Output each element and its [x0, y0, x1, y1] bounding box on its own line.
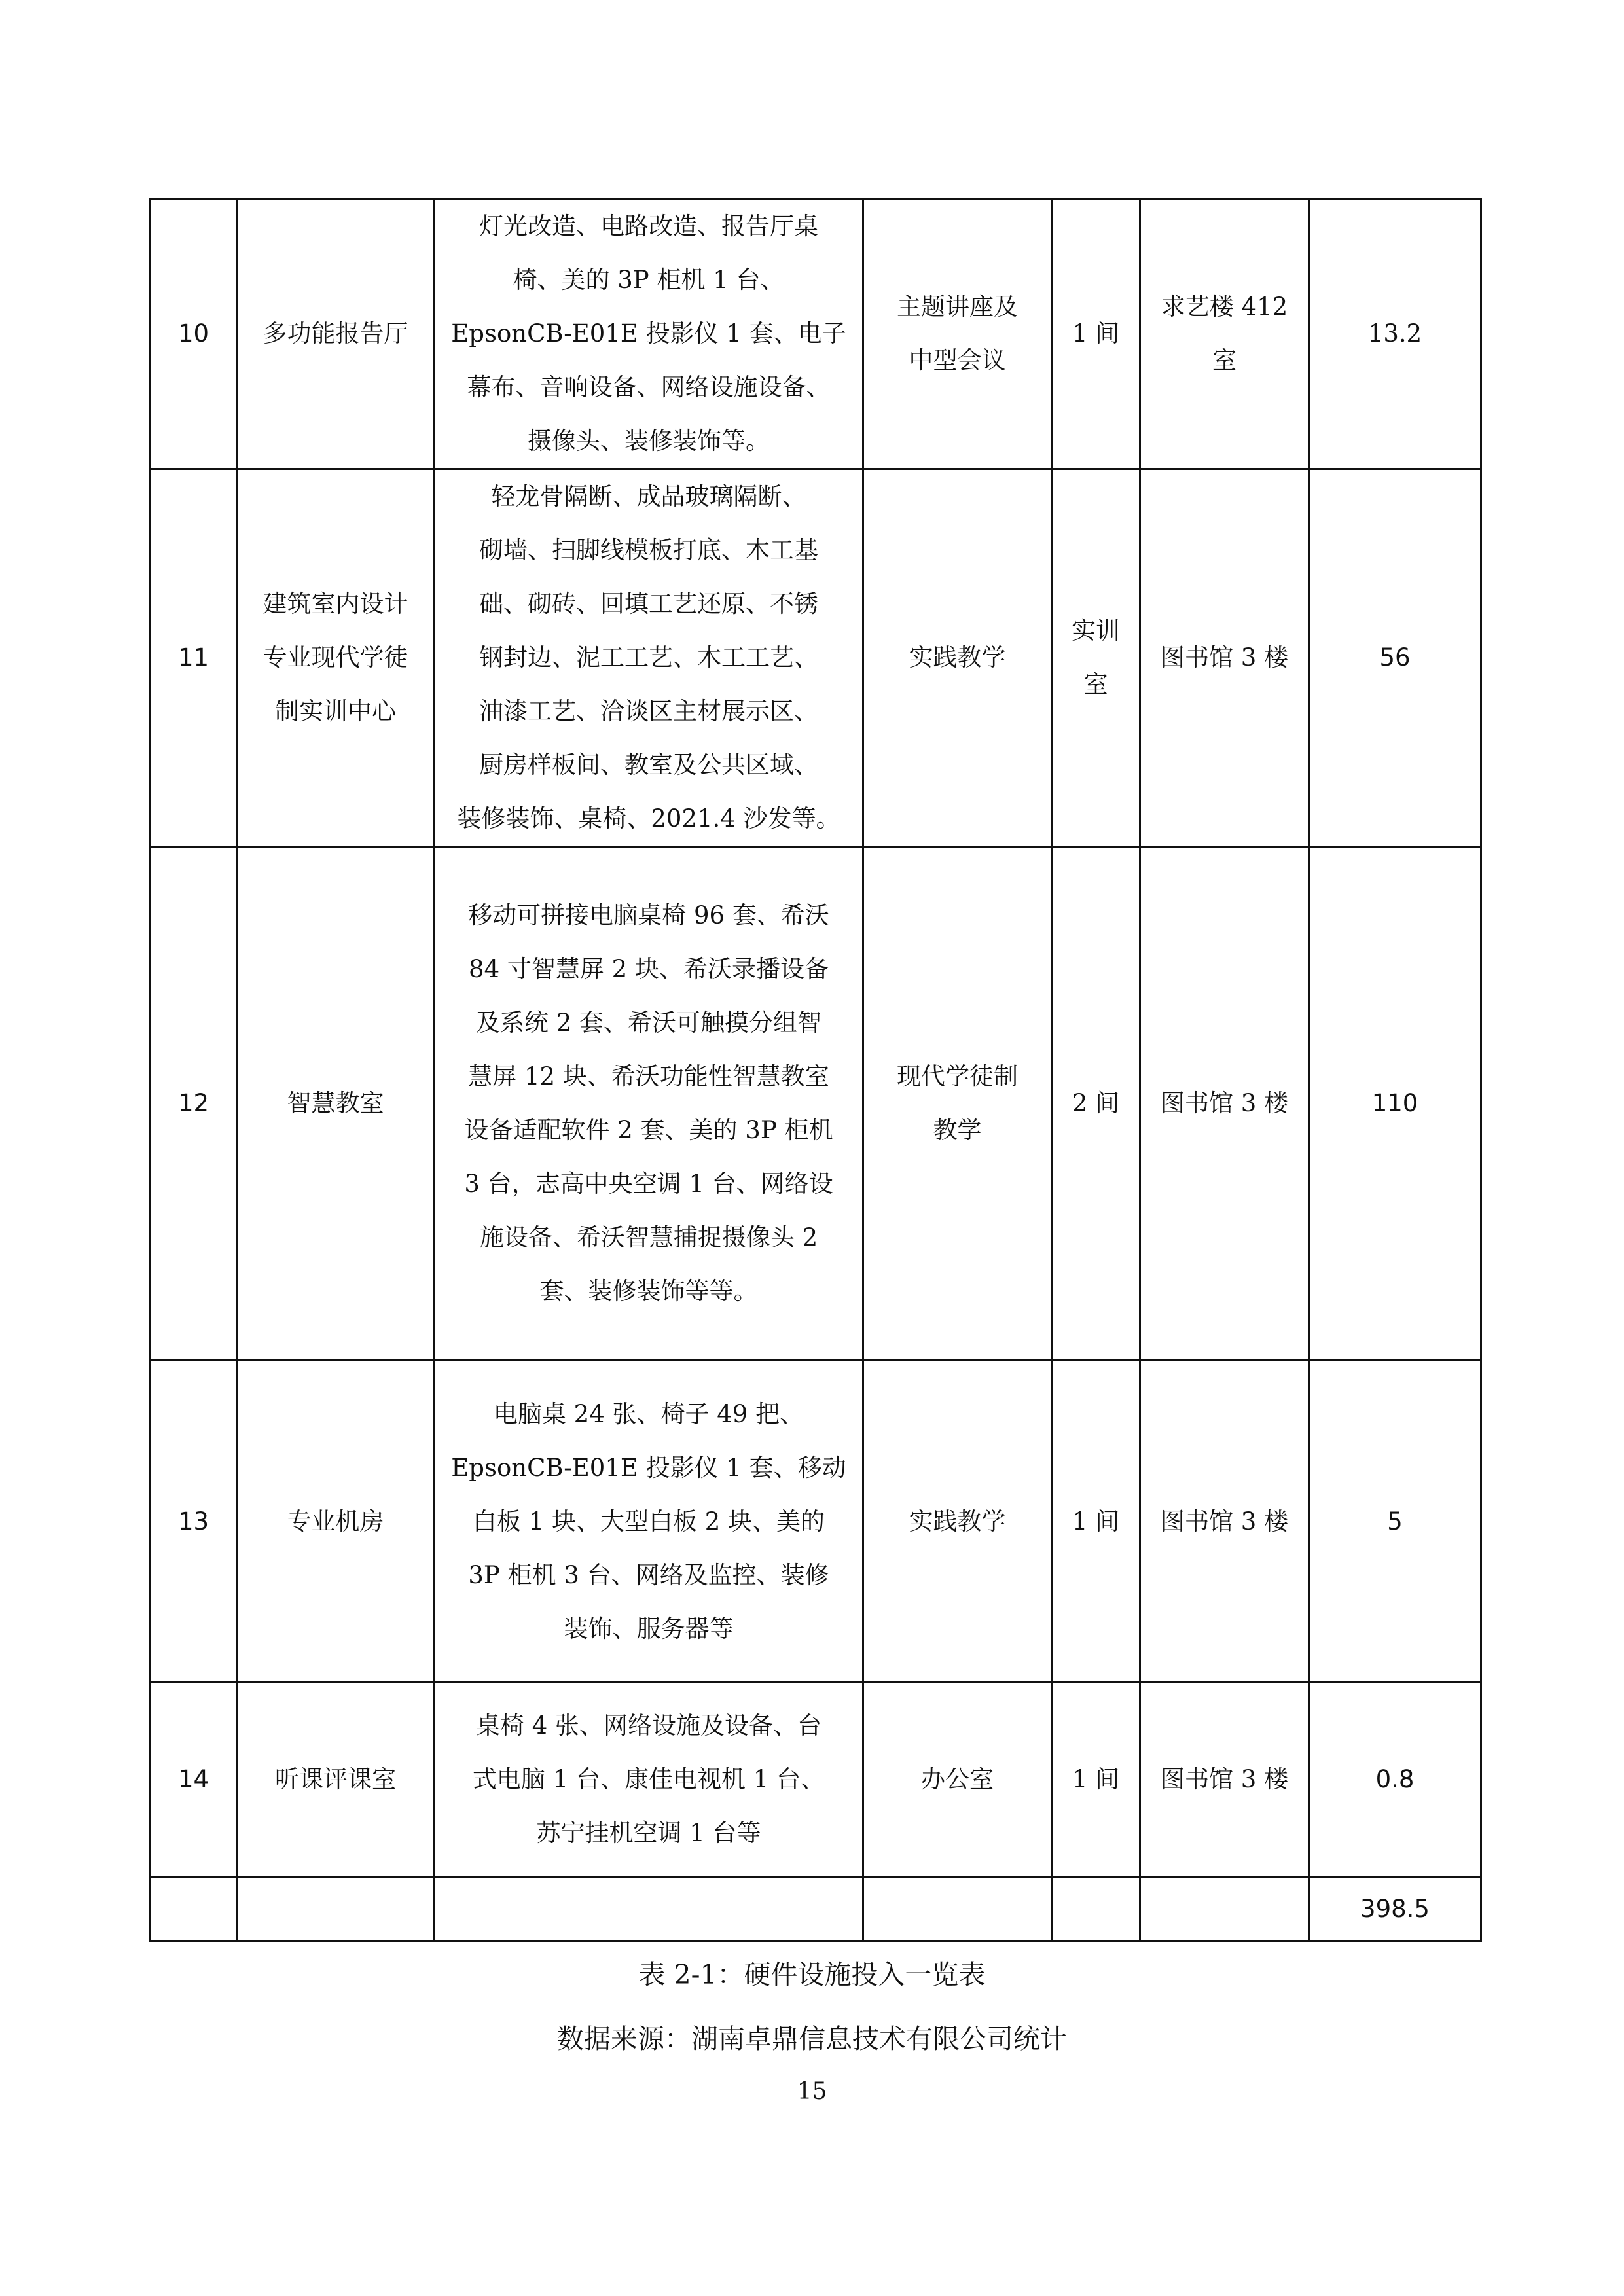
total-row [151, 1877, 1481, 1941]
investment-amount: 110 [1309, 847, 1481, 1361]
total-amount: 398.5 [1309, 1877, 1481, 1941]
investment-amount: 5 [1309, 1361, 1481, 1683]
facility-use: 实践教学 [863, 469, 1052, 847]
facility-name: 多功能报告厅 [237, 199, 435, 469]
empty-cell [151, 1877, 237, 1941]
table-row [151, 469, 1481, 847]
facility-use: 实践教学 [863, 1361, 1052, 1683]
facility-quantity: 实训 室 [1052, 469, 1140, 847]
facility-location: 图书馆 3 楼 [1140, 1361, 1309, 1683]
table-row [151, 199, 1481, 469]
facility-location: 求艺楼 412 室 [1140, 199, 1309, 469]
facility-description: 轻龙骨隔断、成品玻璃隔断、 砌墙、扫脚线模板打底、木工基 础、砌砖、回填工艺还原、不锈 钢封边、泥工工艺、木工工艺、 油漆工艺、洽谈区主材展示区、 厨房样板间、教室及公共区域、 装修装饰、桌椅、2021.4 沙发等。 [435, 469, 863, 847]
facility-location: 图书馆 3 楼 [1140, 469, 1309, 847]
facility-use: 现代学徒制 教学 [863, 847, 1052, 1361]
facility-description: 灯光改造、电路改造、报告厅桌 椅、美的 3P 柜机 1 台、 EpsonCB-E01E 投影仪 1 套、电子 幕布、音响设备、网络设施设备、 摄像头、装修装饰等。 [435, 199, 863, 469]
facility-name: 建筑室内设计 专业现代学徒 制实训中心 [237, 469, 435, 847]
row-number: 12 [151, 847, 237, 1361]
facility-use: 主题讲座及 中型会议 [863, 199, 1052, 469]
facility-quantity: 1 间 [1052, 1683, 1140, 1877]
empty-cell [1052, 1877, 1140, 1941]
investment-amount: 0.8 [1309, 1683, 1481, 1877]
page-number: 15 [797, 2078, 827, 2105]
empty-cell [237, 1877, 435, 1941]
facility-description: 桌椅 4 张、网络设施及设备、台 式电脑 1 台、康佳电视机 1 台、 苏宁挂机空调 1 台等 [435, 1683, 863, 1877]
table-row [151, 1683, 1481, 1877]
facility-location: 图书馆 3 楼 [1140, 847, 1309, 1361]
row-number: 14 [151, 1683, 237, 1877]
table-row [151, 847, 1481, 1361]
row-number: 13 [151, 1361, 237, 1683]
facility-description: 电脑桌 24 张、椅子 49 把、 EpsonCB-E01E 投影仪 1 套、移动 白板 1 块、大型白板 2 块、美的 3P 柜机 3 台、网络及监控、装修 装饰、服务器等 [435, 1361, 863, 1683]
row-number: 10 [151, 199, 237, 469]
facility-quantity: 1 间 [1052, 199, 1140, 469]
table-caption: 表 2-1：硬件设施投入一览表 [638, 1959, 986, 1990]
facility-name: 专业机房 [237, 1361, 435, 1683]
hardware-investment-table [149, 198, 1482, 1942]
facility-quantity: 2 间 [1052, 847, 1140, 1361]
investment-amount: 13.2 [1309, 199, 1481, 469]
facility-name: 智慧教室 [237, 847, 435, 1361]
empty-cell [863, 1877, 1052, 1941]
facility-name: 听课评课室 [237, 1683, 435, 1877]
empty-cell [435, 1877, 863, 1941]
investment-amount: 56 [1309, 469, 1481, 847]
row-number: 11 [151, 469, 237, 847]
facility-quantity: 1 间 [1052, 1361, 1140, 1683]
facility-use: 办公室 [863, 1683, 1052, 1877]
facility-description: 移动可拼接电脑桌椅 96 套、希沃 84 寸智慧屏 2 块、希沃录播设备 及系统 2 套、希沃可触摸分组智 慧屏 12 块、希沃功能性智慧教室 设备适配软件 2 套、美的 3P 柜机 3 台，志高中央空调 1 台、网络设 施设备、希沃智慧捕捉摄像头 2 套、装修装饰等等。 [435, 847, 863, 1361]
data-source: 数据来源：湖南卓鼎信息技术有限公司统计 [557, 2023, 1067, 2054]
empty-cell [1140, 1877, 1309, 1941]
table-row [151, 1361, 1481, 1683]
facility-location: 图书馆 3 楼 [1140, 1683, 1309, 1877]
